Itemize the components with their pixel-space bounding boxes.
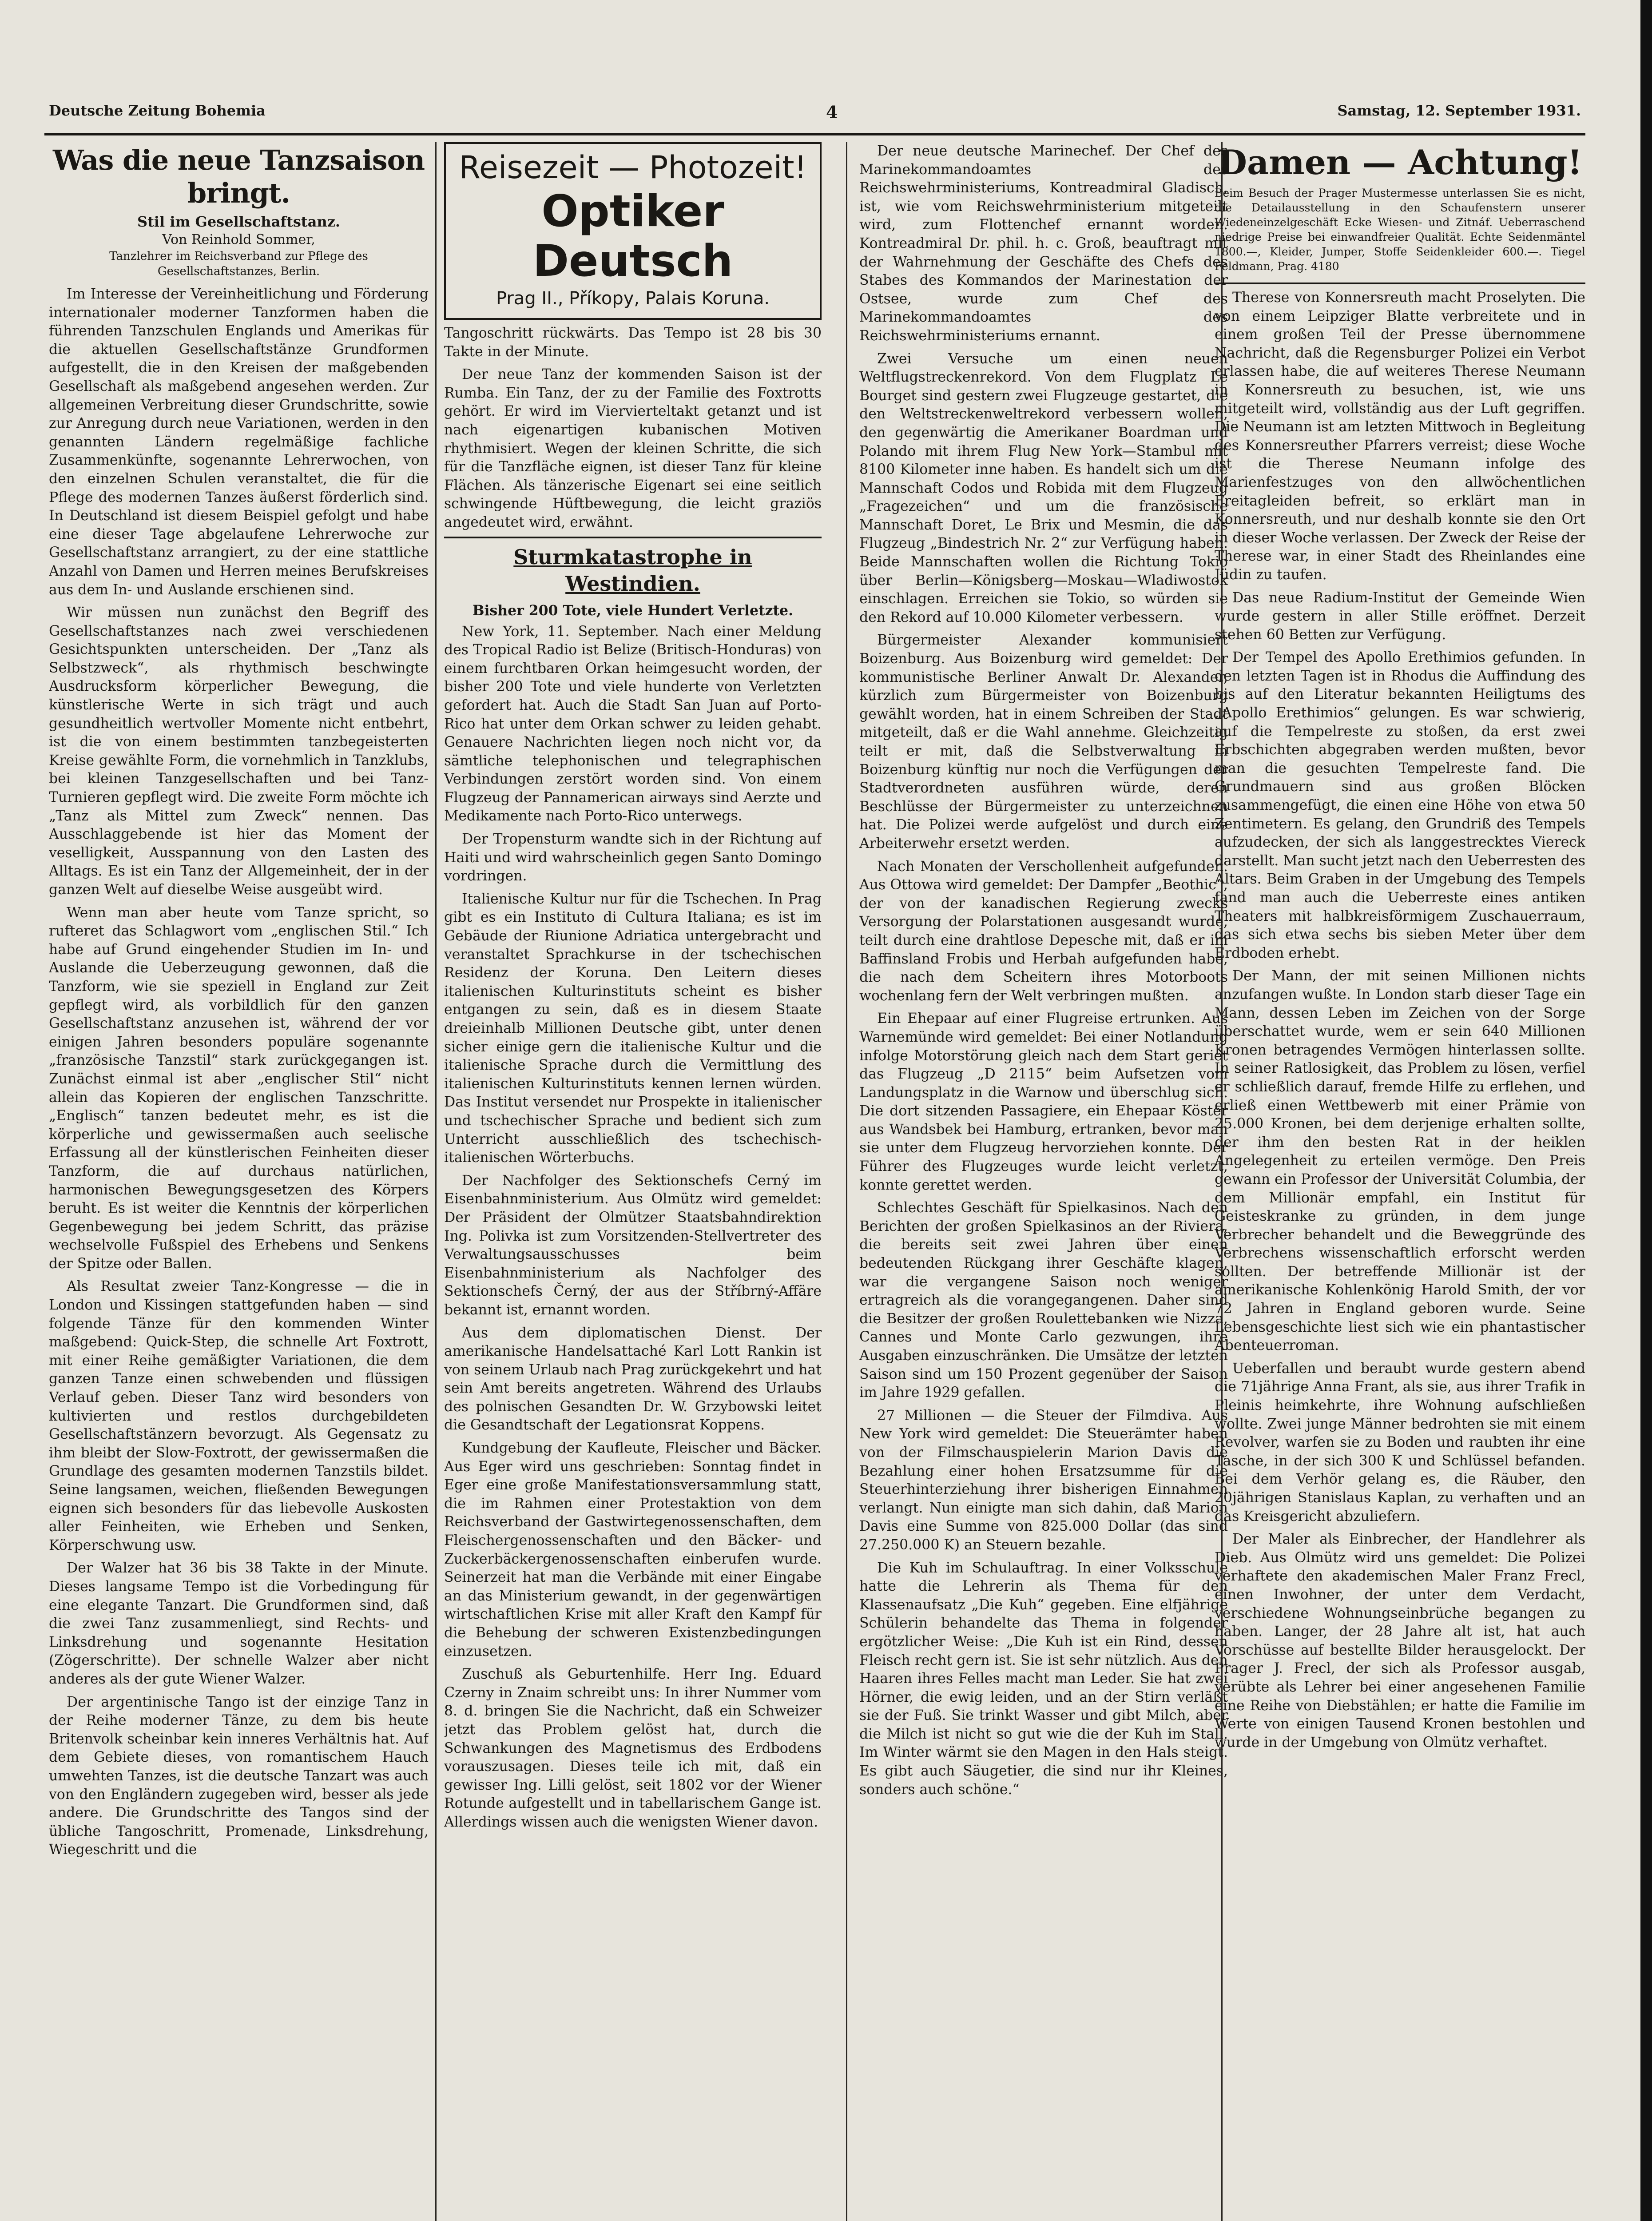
article-paragraph: Der argentinische Tango ist der einzige Tanz in der Reihe moderner Tänze, zu dem bis heute Britenvolk scheinbar kein inneres Verhältnis hat. Auf dem Gebiete dieses, von romantischem Hauch umwehten Tanzes, ist die deutsche Tanzart was auch von den Engländern zugegeben wird, besser als jede andere. Die Grundschritte des Tangos sind der übliche Tangoschritt, Promenade, Linksdrehung, Wiegeschritt und die [49, 1694, 429, 1858]
article-paragraph: Schlechtes Geschäft für Spielkasinos. Nach den Berichten der großen Spielkasinos an der Riviera, die bereits seit zwei Jahren über einen bedeutenden Rückgang ihrer Geschäfte klagen, war die vergangene Saison noch weniger ertragreich als die vorangegangenen. Daher sind die Besitzer der großen Roulettebanken wie Nizza, Cannes und Monte Carlo gezwungen, ihre Ausgaben einzuschränken. Die Umsätze der letzten Saison sind um 150 Prozent gegenüber der Saison im Jahre 1929 gefallen. [859, 1200, 1228, 1401]
article-paragraph: New York, 11. September. Nach einer Meldung des Tropical Radio ist Belize (Britisch-Honduras) von einem furchtbaren Orkan heimgesucht worden, der bisher 200 Tote und viele hunderte von Verletzten gefordert hat. Auch die Stadt San Juan auf Porto-Rico hat unter dem Orkan schwer zu leiden gehabt. Genauere Nachrichten liegen noch nicht vor, da sämtliche telephonischen und telegraphischen Verbindungen zerstört worden sind. Von einem Flugzeug der Pannamerican airways sind Aerzte und Medikamente nach Porto-Rico unterwegs. [444, 623, 822, 824]
article-paragraph: Der Tempel des Apollo Erethimios gefunden. In den letzten Tagen ist in Rhodus die Auffindung des bis auf den Literatur bekannten Heiligtums des „Apollo Erethimios“ gelungen. Es war schwierig, auf die Tempelreste zu stoßen, da erst zwei Erbschichten abgegraben werden mußten, bevor man die gesuchten Tempelreste fand. Die Grundmauern sind aus großen Blöcken zusammengefügt, die einen eine Höhe von etwa 50 Zentimetern. Es gelang, den Grundriß des Tempels aufzudecken, der sich als langgestrecktes Viereck darstellt. Man sucht jetzt nach den Ueberresten des Altars. Beim Graben in der Umgebung des Tempels fand man auch die Ueberreste eines antiken Theaters mit halbkreisförmigem Zuschauerraum, das sich etwa sechs bis sieben Meter über dem Erdboden erhebt. [1215, 649, 1585, 961]
issue-date: Samstag, 12. September 1931. [1337, 102, 1581, 119]
article-paragraph: Wenn man aber heute vom Tanze spricht, so rufteret das Schlagwort vom „englischen Stil.“ Ich habe auf Grund eingehender Studien im In- und Auslande die Ueberzeugung gewonnen, daß die Tanzform, wie sie speziell in England zur Zeit gepflegt wird, als vorbildlich für den ganzen Gesellschaftstanz anzusehen ist, während der vor einigen Jahren besonders populäre sogenannte „französische Tanzstil“ stark zurückgegangen ist. Zunächst einmal ist aber „englischer Stil“ nicht allein das Kopieren der englischen Tanzschritte. „Englisch“ tanzen bedeutet mehr, es ist die körperliche und gewissermaßen auch seelische Erfassung all der künstlerischen Feinheiten dieser Tanzform, die auf durchaus natürlichen, harmonischen Bewegungsgesetzen des Körpers beruht. Es ist weiter die Kenntnis der körperlichen Gegenbewegung bei jedem Schritt, das präzise wechselvolle Fußspiel des Erhebens und Senkens der Spitze oder Ballen. [49, 904, 429, 1272]
article-subhead: Stil im Gesellschaftstanz. [137, 213, 341, 230]
article-paragraph: Im Interesse der Vereinheitlichung und Förderung internationaler moderner Tanzformen haben die führenden Tanzschulen Englands und Amerikas für die aktuellen Gesellschaftstänze Grundformen aufgestellt, die in den Kreisen der maßgebenden Gesellschaft als maßgebend angesehen werden. Zur allgemeinen Verbreitung dieser Grundschritte, sowie zur Anregung durch neue Variationen, werden in den genannten Ländern regelmäßige fachliche Zusammenkünfte, sogenannte Lehrerwochen, von den einzelnen Schulen veranstaltet, die für die Pflege des modernen Tanzes äußerst förderlich sind. In Deutschland ist diesem Beispiel gefolgt und habe eine dieser Tage abgelaufene Lehrerwoche zur Gesellschaftstanz arrangiert, zu der eine stattliche Anzahl von Damen und Herren meines Berufskreises aus dem In- und Auslande erschienen sind. [49, 286, 429, 598]
fashion-advertisement [1215, 142, 1585, 284]
page-header [49, 102, 1581, 127]
header-rule [44, 133, 1585, 135]
article-paragraph: Aus dem diplomatischen Dienst. Der amerikanische Handelsattaché Karl Lott Rankin ist von seinem Urlaub nach Prag zurückgekehrt und hat sein Amt bereits angetreten. Während des Urlaubs des polnischen Gesandten Dr. W. Grzybowski leitet die Gesandtschaft der Legationsrat Koppens. [444, 1325, 822, 1433]
article-paragraph: Die Kuh im Schulauftrag. In einer Volksschule hatte die Lehrerin als Thema für den Klassenaufsatz „Die Kuh“ gegeben. Eine elfjährige Schülerin behandelte das Thema in folgender ergötzlicher Weise: „Die Kuh ist ein Rind, dessen Fleisch recht gern ist. Sie ist sehr nützlich. Aus den Haaren ihres Felles macht man Leder. Sie hat zwei Hörner, die ewig leiden, und an der Stirn verläßt sie der Fuß. Sie trinkt Wasser und gibt Milch, aber die Milch ist nicht so gut wie die der Kuh im Stall. Im Winter wärmt sie den Magen in den Hals steigt. Es gibt auch Säugetier, die sind nur ihr Kleines, sonders auch schöne.“ [859, 1560, 1228, 1798]
article-paragraph: Ein Ehepaar auf einer Flugreise ertrunken. Aus Warnemünde wird gemeldet: Bei einer Notlandung infolge Motorstörung gleich nach dem Start geriet das Flugzeug „D 2115“ beim Aufsetzen vom Landungsplatz in die Warnow und überschlug sich. Die dort sitzenden Passagiere, ein Ehepaar Köster aus Wandsbek bei Hamburg, ertranken, bevor man sie unter dem Flugzeug hervorziehen konnte. Der Führer des Flugzeuges wurde leicht verletzt, konnte gerettet werden. [859, 1011, 1228, 1193]
article-paragraph: Bürgermeister Alexander kommunisiert Boizenburg. Aus Boizenburg wird gemeldet: Der kommunistische Berliner Anwalt Dr. Alexander, kürzlich zum Bürgermeister von Boizenburg gewählt worden, hat in einem Schreiben der Stadt mitgeteilt, daß er die Wahl annehme. Gleichzeitig teilt er mit, daß die Selbstverwaltung in Boizenburg künftig nur noch die Verfügungen der Stadtverordneten ausführen würde, deren Beschlüsse der Bürgermeister zu unterzeichnen hat. Die Polizei werde aufgelöst und durch eine Arbeiterwehr ersetzt werden. [859, 632, 1228, 852]
article-paragraph: Zwei Versuche um einen neuen Weltflugstreckenrekord. Von dem Flugplatz Le Bourget sind gestern zwei Flugzeuge gestartet, die den Weltstreckenweltrekord verbessern wollen, den gegenwärtig die Amerikaner Boardman und Polando mit ihrem Flug New York—Stambul mit 8100 Kilometer inne haben. Es handelt sich um die Mannschaft Codos und Robida mit dem Flugzeug „Fragezeichen“ und um die französische Mannschaft Doret, Le Brix und Mesmin, die das Flugzeug „Bindestrich Nr. 2“ zur Verfügung haben. Beide Mannschaften wollen die Richtung Tokio über Berlin—Königsberg—Moskau—Wladiwostok einschlagen. Erreichen sie Tokio, so würden sie den Rekord auf 10.000 Kilometer verbessern. [859, 350, 1228, 625]
article-headline: Sturmkatastrophe in Westindien. [513, 545, 752, 596]
masthead: Deutsche Zeitung Bohemia [49, 102, 266, 119]
article-paragraph: Der Mann, der mit seinen Millionen nichts anzufangen wußte. In London starb dieser Tage ein Mann, dessen Leben im Zeichen von der Sorge überschattet wurde, wem er sein 640 Millionen Kronen betragendes Vermögen hinterlassen sollte. In seiner Ratlosigkeit, das Problem zu lösen, verfiel er schließlich darauf, fremde Hilfe zu erflehen, und erließ einen Wettbewerb mit einer Prämie von 25.000 Kronen, bei dem derjenige erhalten sollte, der ihm den besten Rat in der heiklen Angelegenheit zu erteilen vermöge. Den Preis gewann ein Professor der Universität Columbia, der dem Millionär empfahl, ein Institut für Geisteskranke zu gründen, in dem junge Verbrecher behandelt und die Beweggründe des Verbrechens wissenschaftlich erforscht werden sollten. Der betreffende Millionär ist der amerikanische Kohlenkönig Harold Smith, der vor 72 Jahren in England geboren wurde. Seine Lebensgeschichte liest sich wie ein phantastischer Abenteuerroman. [1215, 968, 1585, 1354]
article-subhead: Bisher 200 Tote, viele Hundert Verletzte. [472, 602, 794, 619]
article-paragraph: Als Resultat zweier Tanz-Kongresse — die in London und Kissingen stattgefunden haben — sind folgende Tänze für den kommenden Winter maßgebend: Quick-Step, die schnelle Art Foxtrott, mit einer Reihe gemäßigter Variationen, die dem ganzen Tanze einen schwebenden und flüssigen Verlauf geben. Dieser Tanz wird besonders von kultivierten und restlos durchgebildeten Gesellschaftstänzern bevorzugt. Als Gegensatz zu ihm bleibt der Slow-Foxtrott, der gewissermaßen die Grundlage des gesamten modernen Tanzstils bildet. Seine langsamen, weichen, fließenden Bewegungen eignen sich besonders für das liebevolle Auskosten aller Feinheiten, wie Erheben und Senken, Körperschwung usw. [49, 1278, 429, 1553]
article-paragraph: Nach Monaten der Verschollenheit aufgefunden. Aus Ottowa wird gemeldet: Der Dampfer „Beothic“, der von der kanadischen Regierung zwecks Versorgung der Polarstationen ausgesandt wurde, teilt durch eine drahtlose Depesche mit, daß er im Baffinsland Frobis und Herbah aufgefunden habe, die nach dem Scheitern ihres Motorboots wochenlang fern der Welt verbringen mußten. [859, 858, 1228, 1004]
article-paragraph: 27 Millionen — die Steuer der Filmdiva. Aus New York wird gemeldet: Die Steuerämter haben von der Filmschauspielerin Marion Davis die Bezahlung einer hohen Ersatzsumme für die Steuerhinterziehung ihrer bisherigen Einnahmen verlangt. Nun einigte man sich dahin, daß Marion Davis eine Summe von 825.000 Dollar (das sind 27.250.000 K) an Steuern bezahle. [859, 1407, 1228, 1553]
column-divider [846, 142, 847, 2221]
article-paragraph: Kundgebung der Kaufleute, Fleischer und Bäcker. Aus Eger wird uns geschrieben: Sonntag findet in Eger eine große Manifestationsversammlung statt, die im Rahmen einer Protestaktion von dem Reichsverband der Gastwirtegenossenschaften, dem Fleischergenossenschaften und den Bäcker- und Zuckerbäckergenossenschaften einberufen wurde. Seinerzeit hat man die Verbände mit einer Eingabe an das Ministerium gewandt, in der gegenwärtigen wirtschaftlichen Krise mit aller Kraft den Kampf für die Behebung der schweren Existenzbedingungen einzusetzen. [444, 1440, 822, 1660]
article-paragraph: Tangoschritt rückwärts. Das Tempo ist 28 bis 30 Takte in der Minute. [444, 325, 822, 360]
article-paragraph: Wir müssen nun zunächst den Begriff des Gesellschaftstanzes nach zwei verschiedenen Gesichtspunkten unterscheiden. Der „Tanz als Selbstzweck“, als rhythmisch beschwingte Ausdrucksform körperlicher Bewegung, die künstlerische Werte in sich trägt und auch gesundheitlich wertvoller Momente nicht entbehrt, ist die von einem bestimmten tanzbegeisterten Kreise gewählte Form, die vornehmlich in Tanzklubs, bei kleinen Tanzgesellschaften und bei Tanz-Turnieren gepflegt wird. Die zweite Form möchte ich „Tanz als Mittel zum Zweck“ nennen. Das Ausschlaggebende ist hier das Moment der veselligkeit, Ausspannung von den Lasten des Alltags. Es ist ein Tanz der Allgemeinheit, der in der ganzen Welt auf dieselbe Weise ausgeübt wird. [49, 605, 429, 898]
column-2 [444, 142, 822, 2221]
article-paragraph: Italienische Kultur nur für die Tschechen. In Prag gibt es ein Instituto di Cultura Italiana; es ist im Gebäude der Riunione Adriatica untergebracht und veranstaltet Sprachkurse in der tschechischen Residenz der Koruna. Den Leitern dieses italienischen Kulturinstituts scheint es bisher entgangen zu sein, daß es in diesem Staate dreieinhalb Millionen Deutsche gibt, unter denen sicher einige gern die italienische Kultur und die italienische Sprache durch die Vermittlung des italienischen Kulturinstituts kennen lernen würden. Das Institut versendet nur Prospekte in italienischer und tschechischer Sprache und bedient sich zum Unterricht ausschließlich des tschechisch-italienischen Wörterbuchs. [444, 891, 822, 1166]
column-3 [859, 142, 1228, 2221]
article-paragraph: Das neue Radium-Institut der Gemeinde Wien wurde gestern in aller Stille eröffnet. Derzeit stehen 60 Betten zur Verfügung. [1215, 589, 1585, 643]
article-paragraph: Der neue deutsche Marinechef. Der Chef des Marinekommandoamtes des Reichswehrministeriums, Kontreadmiral Gladisch, ist, wie vom Reichswehrministerium mitgeteilt wird, zum Flottenchef ernannt worden. Kontreadmiral Dr. phil. h. c. Groß, beauftragt mit der Wahrnehmung der Geschäfte des Chefs des Stabes des Kommandos der Marinestation der Ostsee, wurde zum Chef des Marinekommandoamtes des Reichswehrministeriums ernannt. [859, 143, 1228, 344]
article-paragraph: Der Tropensturm wandte sich in der Richtung auf Haiti und wird wahrscheinlich gegen Santo Domingo vordringen. [444, 831, 822, 884]
article-paragraph: Der Nachfolger des Sektionschefs Cerný im Eisenbahnministerium. Aus Olmütz wird gemeldet: Der Präsident der Olmützer Staatsbahndirektion Ing. Polivka ist zum Vorsitzenden-Stellvertreter des Verwaltungsausschusses beim Eisenbahnministerium als Nachfolger des Sektionschefs Černý, der aus der Stříbrný-Affäre bekannt ist, ernannt worden. [444, 1172, 822, 1318]
ad-tagline: Reisezeit — Photozeit! [459, 149, 807, 186]
page-number: 4 [826, 102, 838, 122]
ad-business-name: Optiker Deutsch [532, 186, 733, 287]
section-rule [444, 537, 822, 538]
ad-text: Beim Besuch der Prager Mustermesse unterlassen Sie es nicht, die Detailausstellung in den Schaufenstern unserer Wiedeneinzelgeschäft Ecke Wiesen- und Zitnáf. Ueberraschend niedrige Preise bei einwandfreier Qualität. Echte Seidenmäntel 1800.—, Kleider, Jumper, Stoffe Seidenkleider 600.—. Tiegel Feldmann, Prag. 4180 [1215, 187, 1585, 273]
article-paragraph: Ueberfallen und beraubt wurde gestern abend die 71jährige Anna Frant, als sie, aus ihrer Trafik in Pleinis heimkehrte, ihre Wohnung aufschließen wollte. Zwei junge Männer bedrohten sie mit einem Revolver, warfen sie zu Boden und raubten ihr eine Tasche, in der sich 300 K und Schlüssel befanden. Bei dem Verhör gelang es, die Räuber, den 20jährigen Stanislaus Kaplan, zu verhaften und an das Kreisgericht abzuliefern. [1215, 1360, 1585, 1524]
article-paragraph: Der Walzer hat 36 bis 38 Takte in der Minute. Dieses langsame Tempo ist die Vorbedingung für eine elegante Tanzart. Die Grundformen sind, daß die zwei Tanz zusammenliegt, sind Rechts- und Linksdrehung und sogenannte Hesitation (Zögerschritte). Der schnelle Walzer aber nicht anderes als der gute Wiener Walzer. [49, 1560, 429, 1687]
column-1 [49, 142, 429, 2221]
article-paragraph: Der Maler als Einbrecher, der Handlehrer als Dieb. Aus Olmütz wird uns gemeldet: Die Polizei verhaftete den akademischen Maler Franz Frecl, einen Inwohner, der unter dem Verdacht, verschiedene Wohnungseinbrüche begangen zu haben. Langer, der 28 Jahre alt ist, hat auch Vorschüsse auf bestellte Bilder herausgelockt. Der Prager J. Frecl, der sich als Professor ausgab, verübte als Lehrer bei einer angesehenen Familie eine Reihe von Diebstählen; er hatte die Familie im Werte von einigen Tausend Kronen bestohlen und wurde in der Umgebung von Olmütz verhaftet. [1215, 1531, 1585, 1751]
article-paragraph: Therese von Konnersreuth macht Proselyten. Die von einem Leipziger Blatte verbreitete und in einem großen Teil der Presse übernommene Nachricht, daß die Regensburger Polizei ein Verbot erlassen habe, die auf weiteres Therese Neumann in Konnersreuth zu besuchen, ist, wie uns mitgeteilt wird, vollständig aus der Luft gegriffen. Die Neumann ist am letzten Mittwoch in Begleitung des Konnersreuther Pfarrers verreist; diese Woche ist die Therese Neumann infolge des Marienfestzuges von den allwöchentlichen Freitagleiden befreit, so erklärt man in Konnersreuth, und nur deshalb konnte sie den Ort in dieser Woche verlassen. Der Zweck der Reise der Therese war, in einer Stadt des Rheinlandes eine Jüdin zu taufen. [1215, 290, 1585, 583]
article-byline: Von Reinhold Sommer, [162, 232, 315, 247]
column-4 [1215, 142, 1585, 2221]
article-paragraph: Zuschuß als Geburtenhilfe. Herr Ing. Eduard Czerny in Znaim schreibt uns: In ihrer Nummer vom 8. d. bringen Sie die Nachricht, daß ein Schweizer jetzt das Problem gelöst hat, durch die Schwankungen des Magnetismus des Erdbodens vorauszusagen. Dieses teile ich mit, daß ein gewisser Ing. Lilli gelöst, seit 1802 vor der Wiener Rotunde aufgestellt und in tabellarischem Gange ist. Allerdings wissen auch die wenigsten Wiener davon. [444, 1666, 822, 1830]
article-paragraph: Der neue Tanz der kommenden Saison ist der Rumba. Ein Tanz, der zu der Familie des Foxtrotts gehört. Er wird im Viervierteltakt getanzt und ist nach eigenartigen kubanischen Motiven rhythmisiert. Wegen der kleinen Schritte, die sich für die Tanzfläche eignen, ist dieser Tanz für kleine Flächen. Als tänzerische Eigenart sei eine seitlich schwingende Hüftbewegung, die leicht graziös angedeutet wird, erwähnt. [444, 366, 822, 530]
scan-border [1640, 0, 1652, 2221]
article-headline: Was die neue Tanzsaison bringt. [52, 144, 425, 209]
ad-address: Prag II., Příkopy, Palais Koruna. [496, 288, 770, 309]
optician-advertisement [444, 142, 822, 320]
column-divider [435, 142, 437, 2221]
ad-headline: Damen — Achtung! [1218, 143, 1582, 182]
byline-note: Tanzlehrer im Reichsverband zur Pflege des Gesellschaftstanzes, Berlin. [109, 250, 368, 278]
